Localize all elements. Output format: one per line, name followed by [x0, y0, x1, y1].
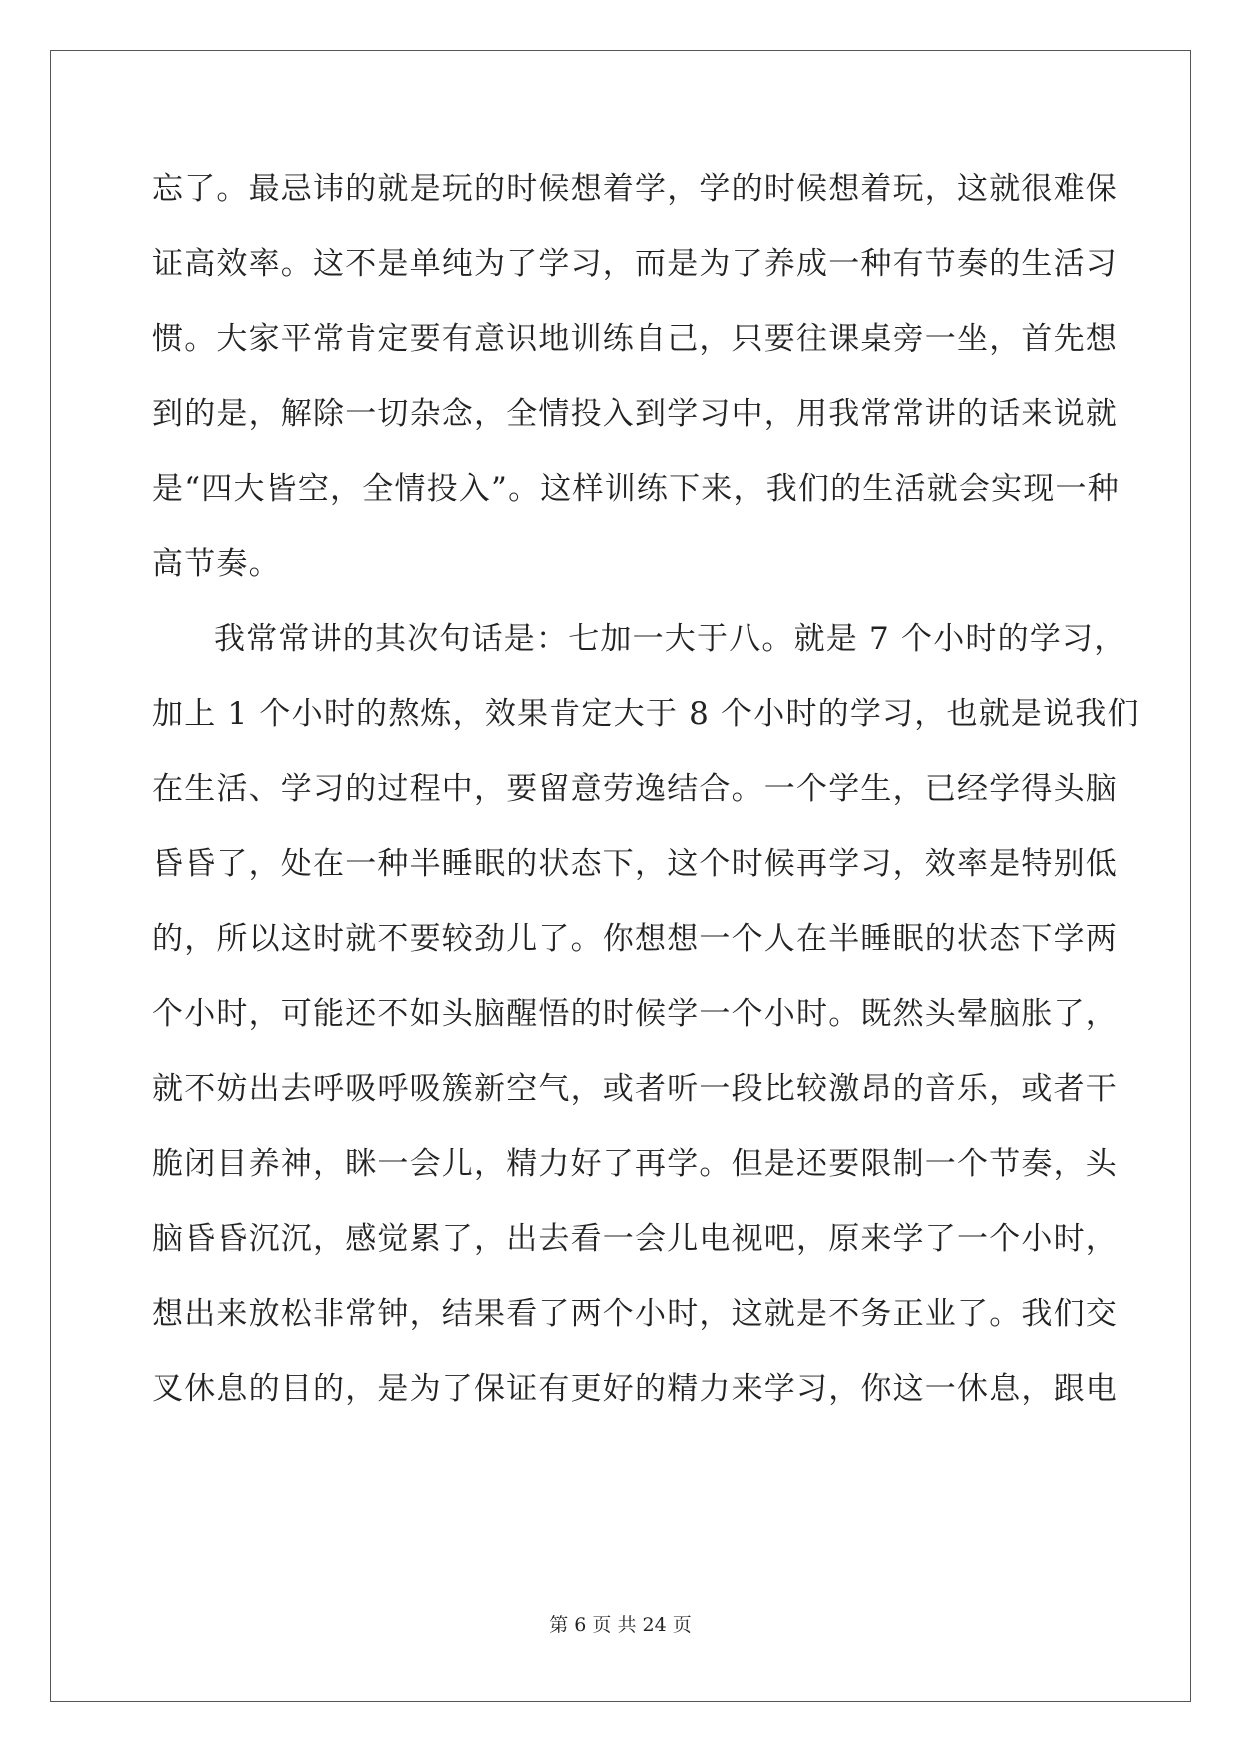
text-line: 脆闭目养神，眯一会儿，精力好了再学。但是还要限制一个节奏，头 [152, 1146, 1118, 1182]
paragraph-first-line: 我常常讲的其次句话是：七加一大于八。就是 7 个小时的学习， [214, 621, 1127, 657]
text-line: 是“四大皆空，全情投入”。这样训练下来，我们的生活就会实现一种 [152, 471, 1120, 507]
text-line: 加上 1 个小时的熬炼，效果肯定大于 8 个小时的学习，也就是说我们 [152, 696, 1140, 732]
text-line: 想出来放松非常钟，结果看了两个小时，这就是不务正业了。我们交 [152, 1296, 1118, 1332]
text-line: 证高效率。这不是单纯为了学习，而是为了养成一种有节奏的生活习 [152, 246, 1118, 282]
text-line: 脑昏昏沉沉，感觉累了，出去看一会儿电视吧，原来学了一个小时， [152, 1221, 1118, 1257]
text-line: 到的是，解除一切杂念，全情投入到学习中，用我常常讲的话来说就 [152, 396, 1118, 432]
text-line: 昏昏了，处在一种半睡眠的状态下，这个时候再学习，效率是特别低 [152, 846, 1118, 882]
text-line: 就不妨出去呼吸呼吸簇新空气，或者听一段比较激昂的音乐，或者干 [152, 1071, 1118, 1107]
text-line: 的，所以这时就不要较劲儿了。你想想一个人在半睡眠的状态下学两 [152, 921, 1118, 957]
page-number-footer: 第 6 页 共 24 页 [549, 1614, 692, 1636]
text-line: 高节奏。 [152, 546, 281, 582]
text-line: 在生活、学习的过程中，要留意劳逸结合。一个学生，已经学得头脑 [152, 771, 1118, 807]
text-line: 个小时，可能还不如头脑醒悟的时候学一个小时。既然头晕脑胀了， [152, 996, 1118, 1032]
text-line: 叉休息的目的，是为了保证有更好的精力来学习，你这一休息，跟电 [152, 1371, 1118, 1407]
text-line: 惯。大家平常肯定要有意识地训练自己，只要往课桌旁一坐，首先想 [152, 321, 1118, 357]
text-line: 忘了。最忌讳的就是玩的时候想着学，学的时候想着玩，这就很难保 [152, 171, 1118, 207]
